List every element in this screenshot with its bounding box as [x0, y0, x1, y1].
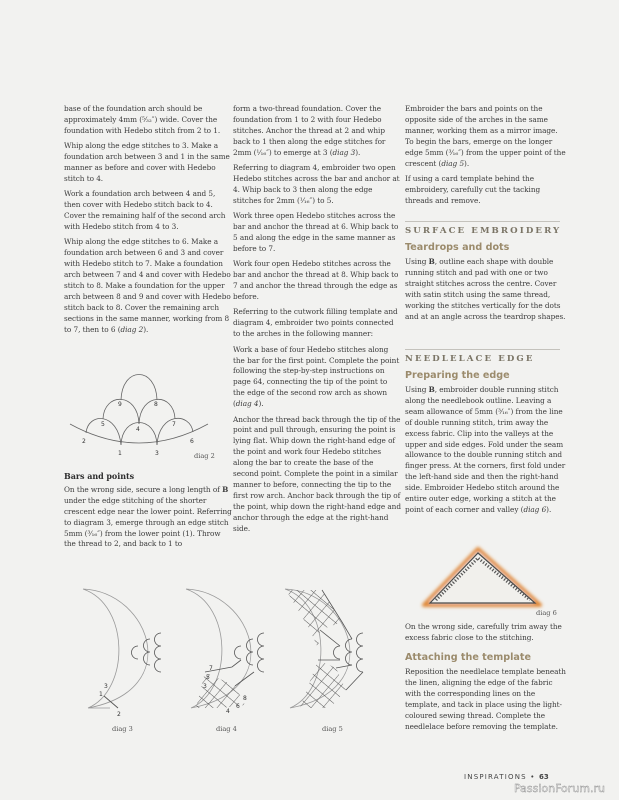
diag2-label: 5 [101, 421, 105, 428]
thread-reference: B [428, 257, 435, 266]
paragraph: Work a base of four Hedebo stitches along the bar for the first point. Complete the point following the step-by-step instructions on page 64, connecting the tip of the point to the edge of the second row arch as shown (diag 4). [233, 344, 400, 409]
diag3-crescent [83, 589, 148, 708]
bars-and-points-heading: Bars and points [64, 471, 135, 481]
diag2-label: 9 [118, 401, 122, 408]
diag5-caption: diag 5 [322, 725, 343, 733]
diag4-label: 3 [203, 683, 207, 690]
paragraph: Reposition the needlelace template beneath the linen, aligning the edge of the fabric with the corresponding lines on the template, and tack in place using the light-coloured sewing thread. Complete the needlelace before removing the template. [405, 667, 566, 731]
preparing-edge-heading: Preparing the edge [405, 370, 510, 381]
thread-reference: B [428, 385, 435, 394]
paragraph: Referring to the cutwork filling template and diagram 4, embroider two points connected to the arches in the following manner: [233, 307, 398, 339]
diag3-label: 2 [117, 711, 121, 718]
diag2-label: 6 [190, 438, 194, 445]
paragraph: Work four open Hedebo stitches across the bar and anchor the thread at 8. Whip back to 7 and anchor the thread through the edge as before. [233, 259, 399, 301]
paragraph: Using B, outline each shape with double running stitch and pad with one or two straight stitches across the centre. Cover with satin stitch using the same thread, working the stitches vertically for the dots and at an angle across the teardrop shapes. [405, 257, 566, 321]
paragraph: Using B, embroider double running stitch along the needlebook outline. Leaving a seam allowance of 5mm (³⁄₁₆″) from the line of double running stitch, trim away the excess fabric. Clip into the valleys at the upper and side edges. Fold under the seam allowance to the double running stitch and finger press. At the corners, first fold under the left-hand side and then the right-hand side. Embroider Hedebo stitch around the entire outer edge, working a stitch at the point of each corner and valley (diag 6). [405, 385, 566, 514]
diag4-label: 5 [206, 674, 210, 681]
page-footer [464, 773, 549, 781]
diag4-label: 7 [209, 665, 213, 672]
paragraph: On the wrong side, secure a long length of B under the edge stitching of the shorter crescent edge near the lower point. Referring to diagram 3, emerge through an edge stitch 5mm (³⁄₁₆″) from the lower point (1). Throw the thread to 2, and back to 1 to [64, 484, 232, 549]
paragraph: Anchor the thread back through the tip of the point and pull through, ensuring the point is lying flat. Whip down the right-hand edge of the point and work four Hedebo stitches along the bar to create the base of the second point. Complete the point in a similar manner to before, connecting the tip to the first row arch. Anchor back through the tip of the point, whip down the right-hand edge and anchor through the edge at the right-hand side. [233, 414, 401, 533]
watermark: PassionForum.ru [514, 782, 605, 795]
diag6-caption: diag 6 [536, 609, 557, 617]
paragraph: form a two-thread foundation. Cover the foundation from 1 to 2 with four Hedebo stitches. Anchor the thread at 2 and whip back to 1 then along the edge stitches for 2mm (¹⁄₁₆″) to emerge at 3 (diag 3). [233, 104, 386, 157]
diag2-label: 1 [118, 450, 122, 457]
paragraph: If using a card template behind the embroidery, carefully cut the tacking threads and remove. [405, 173, 541, 205]
needlelace-edge-heading: NEEDLELACE EDGE [405, 354, 535, 364]
diag2-label: 2 [82, 438, 86, 445]
diag3-label: 3 [104, 683, 108, 690]
diagram-reference: diag 3 [332, 147, 356, 157]
diag4-caption: diag 4 [216, 725, 237, 733]
diag2-label: 4 [136, 426, 140, 433]
diag4-label: 6 [236, 703, 240, 710]
diag2-label: 8 [154, 401, 158, 408]
diag3-caption: diag 3 [112, 725, 133, 733]
paragraph: Work three open Hedebo stitches across the bar and anchor the thread at 6. Whip back to 5 and along the edge in the same manner as before to 7. [233, 211, 399, 253]
footer-separator: • [530, 773, 536, 781]
diagram-reference: diag 2 [120, 324, 144, 334]
paragraph: On the wrong side, carefully trim away the excess fabric close to the stitching. [405, 622, 562, 642]
teardrops-heading: Teardrops and dots [405, 242, 510, 253]
diagram-reference: diag 6 [523, 504, 547, 514]
paragraph: base of the foundation arch should be approximately 4mm (⁵⁄₃₂″) wide. Cover the foundation with Hedebo stitch from 2 to 1. [64, 104, 221, 135]
page-number: 63 [539, 773, 549, 781]
diag2-label: 7 [172, 421, 176, 428]
diag4-label: 4 [226, 708, 230, 715]
thread-reference: B [222, 484, 229, 494]
paragraph: Whip along the edge stitches to 3. Make a foundation arch between 3 and 1 in the same manner as before and cover with Hedebo stitch to 4. [64, 141, 230, 183]
diagram-reference: diag 4 [235, 399, 259, 409]
diag4-label: 8 [243, 695, 247, 702]
attaching-template-heading: Attaching the template [405, 652, 531, 663]
diag2-caption: diag 2 [194, 452, 215, 460]
magazine-name: INSPIRATIONS [464, 773, 527, 781]
diag2-label: 3 [155, 450, 159, 457]
diagram-reference: diag 5 [441, 158, 465, 168]
diag3-label: 1 [99, 691, 103, 698]
paragraph: Whip along the edge stitches to 6. Make a foundation arch between 6 and 3 and cover with Hedebo stitch to 7. Make a foundation arch between 7 and 4 and cover with Hedebo stitch to 8. Make a foundation for the upper arch between 8 and 9 and cover with Hedebo stitch back to 8. Cover the remaining arch sections in the same manner, working from 8 to 7, then to 6 (diag 2). [64, 237, 231, 334]
paragraph: Referring to diagram 4, embroider two open Hedebo stitches across the bar and anchor at 4. Whip back to 3 then along the edge stitches for 2mm (¹⁄₁₆″) to 5. [233, 163, 400, 205]
surface-embroidery-heading: SURFACE EMBROIDERY [405, 226, 562, 236]
paragraph: Embroider the bars and points on the opposite side of the arches in the same manner, working them as a mirror image. To begin the bars, emerge on the longer edge 5mm (³⁄₁₆″) from the upper point of the crescent (diag 5). [405, 104, 566, 168]
paragraph: Work a foundation arch between 4 and 5, then cover with Hedebo stitch back to 4. Cover the remaining half of the second arch with Hedebo stitch from 4 to 3. [64, 189, 226, 232]
